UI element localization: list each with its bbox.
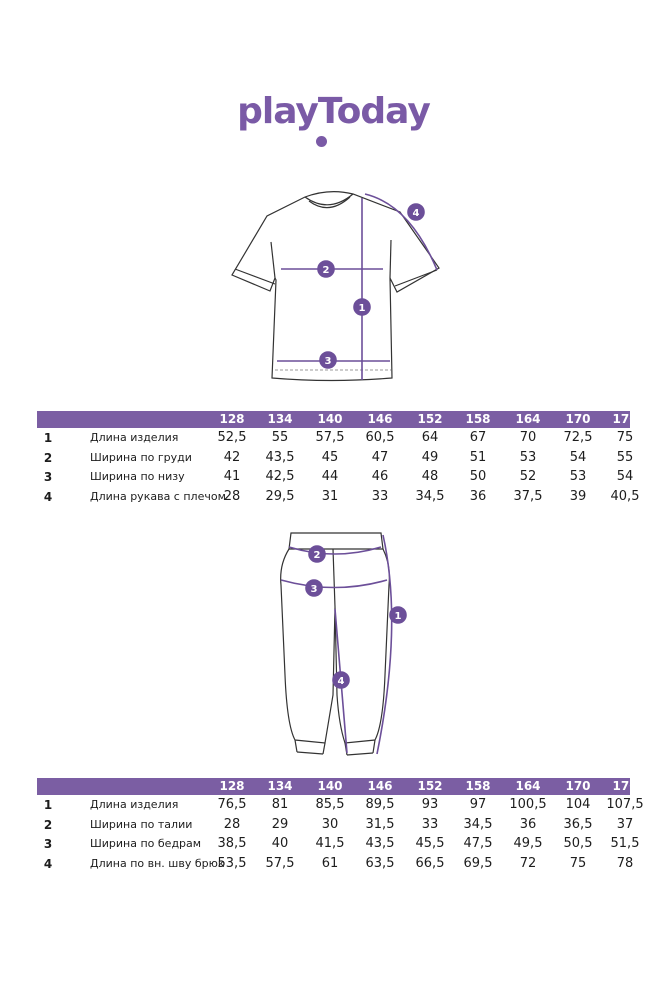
marker-2-label: 2 xyxy=(322,265,330,276)
measurement-label: Длина изделия xyxy=(90,431,179,444)
table-row xyxy=(37,815,634,835)
table-row xyxy=(37,487,640,507)
size-header-cell: 170 xyxy=(565,779,591,793)
value-cell: 47,5 xyxy=(463,836,493,851)
size-header-cell: 164 xyxy=(515,412,541,426)
pants-waist-line xyxy=(289,547,381,554)
value-cell: 48 xyxy=(421,469,439,484)
marker-2-label: 2 xyxy=(313,550,321,561)
value-cell: 31 xyxy=(321,488,339,504)
value-cell: 55 xyxy=(616,449,634,465)
value-cell: 41,5 xyxy=(315,836,345,851)
value-cell: 29 xyxy=(271,816,289,832)
size-header-cell: 158 xyxy=(465,779,491,793)
size-header-cell: 176 xyxy=(612,779,638,793)
measurement-label: Ширина по низу xyxy=(90,470,185,483)
value-cell: 33 xyxy=(371,488,389,504)
pants-length-line xyxy=(377,535,392,754)
table-row xyxy=(37,467,634,487)
row-number: 2 xyxy=(43,450,53,465)
row-number: 2 xyxy=(43,817,53,832)
value-cell: 72 xyxy=(519,855,537,871)
value-cell: 53 xyxy=(519,449,537,465)
table-row xyxy=(37,795,644,815)
marker-1-label: 1 xyxy=(358,303,366,314)
tshirt-outline xyxy=(232,192,439,381)
value-cell: 36 xyxy=(519,816,537,832)
measurement-label: Длина по вн. шву брюк xyxy=(90,856,225,870)
value-cell: 39 xyxy=(569,488,587,504)
row-number: 3 xyxy=(43,470,53,484)
value-cell: 78 xyxy=(616,855,634,871)
table-row xyxy=(37,854,634,874)
value-cell: 93 xyxy=(421,797,439,812)
value-cell: 38,5 xyxy=(217,836,247,851)
size-header-cell: 128 xyxy=(219,412,245,426)
value-cell: 36 xyxy=(469,488,487,504)
size-header-cell: 128 xyxy=(219,779,245,793)
table-row xyxy=(37,428,634,448)
value-cell: 53 xyxy=(569,469,587,484)
value-cell: 53,5 xyxy=(217,855,247,871)
value-cell: 52,5 xyxy=(217,430,247,445)
value-cell: 37 xyxy=(616,816,634,832)
table-row xyxy=(37,834,640,854)
value-cell: 55 xyxy=(271,430,289,445)
value-cell: 100,5 xyxy=(509,797,547,812)
value-cell: 50 xyxy=(469,469,487,484)
value-cell: 107,5 xyxy=(606,797,644,812)
value-cell: 76,5 xyxy=(217,797,247,812)
value-cell: 54 xyxy=(616,469,634,484)
marker-3-label: 3 xyxy=(324,356,332,367)
value-cell: 37,5 xyxy=(513,488,543,504)
tshirt-size-table xyxy=(37,411,640,506)
value-cell: 64 xyxy=(421,430,439,445)
value-cell: 33 xyxy=(421,816,439,832)
size-header-cell: 176 xyxy=(612,412,638,426)
measurement-label: Ширина по талии xyxy=(90,817,193,831)
value-cell: 104 xyxy=(565,797,591,812)
value-cell: 70 xyxy=(519,430,537,445)
value-cell: 36,5 xyxy=(563,816,593,832)
value-cell: 85,5 xyxy=(315,797,345,812)
value-cell: 51,5 xyxy=(610,836,640,851)
value-cell: 51 xyxy=(469,449,487,465)
value-cell: 43,5 xyxy=(365,836,395,851)
value-cell: 81 xyxy=(271,797,289,812)
value-cell: 41 xyxy=(223,469,241,484)
size-header-cell: 146 xyxy=(367,412,393,426)
value-cell: 47 xyxy=(371,449,389,465)
value-cell: 60,5 xyxy=(365,430,395,445)
marker-1-label: 1 xyxy=(394,611,402,622)
pants-outline xyxy=(281,533,390,755)
value-cell: 52 xyxy=(519,469,537,484)
size-header-cell: 140 xyxy=(317,412,343,426)
row-number: 4 xyxy=(43,489,53,504)
value-cell: 49 xyxy=(421,449,439,465)
value-cell: 40,5 xyxy=(610,488,640,504)
value-cell: 50,5 xyxy=(563,836,593,851)
row-number: 1 xyxy=(43,431,53,445)
brand-logo: playToday xyxy=(237,91,430,132)
row-number: 1 xyxy=(43,798,53,812)
value-cell: 75 xyxy=(616,430,634,445)
size-header-cell: 152 xyxy=(417,779,443,793)
size-header-cell: 164 xyxy=(515,779,541,793)
value-cell: 61 xyxy=(321,855,339,871)
marker-4-label: 4 xyxy=(412,208,420,219)
value-cell: 28 xyxy=(223,488,241,504)
measurement-label: Длина изделия xyxy=(90,798,179,811)
logo-dot xyxy=(316,136,327,147)
size-header-cell: 134 xyxy=(267,412,293,426)
value-cell: 28 xyxy=(223,816,241,832)
measurement-label: Длина рукава с плечом xyxy=(90,489,226,503)
size-header-cell: 170 xyxy=(565,412,591,426)
value-cell: 45 xyxy=(321,449,339,465)
size-header-cell: 134 xyxy=(267,779,293,793)
value-cell: 42,5 xyxy=(265,469,295,484)
tshirt-sleeve-line xyxy=(365,194,437,270)
value-cell: 49,5 xyxy=(513,836,543,851)
value-cell: 45,5 xyxy=(415,836,445,851)
value-cell: 63,5 xyxy=(365,855,395,871)
value-cell: 30 xyxy=(321,816,339,832)
measurement-label: Ширина по груди xyxy=(90,450,192,464)
size-header-cell: 158 xyxy=(465,412,491,426)
row-number: 4 xyxy=(43,856,53,871)
marker-3-label: 3 xyxy=(310,584,318,595)
value-cell: 89,5 xyxy=(365,797,395,812)
value-cell: 54 xyxy=(569,449,587,465)
size-header-cell: 152 xyxy=(417,412,443,426)
size-header-cell: 140 xyxy=(317,779,343,793)
value-cell: 42 xyxy=(223,449,241,465)
marker-4-label: 4 xyxy=(337,676,345,687)
value-cell: 57,5 xyxy=(265,855,295,871)
pants-diagram xyxy=(265,525,415,765)
value-cell: 43,5 xyxy=(265,449,295,465)
value-cell: 97 xyxy=(469,797,487,812)
value-cell: 72,5 xyxy=(563,430,593,445)
value-cell: 75 xyxy=(569,855,587,871)
table-header xyxy=(37,778,638,795)
value-cell: 44 xyxy=(321,469,339,484)
value-cell: 57,5 xyxy=(315,430,345,445)
measurement-label: Ширина по бедрам xyxy=(90,837,202,850)
value-cell: 69,5 xyxy=(463,855,493,871)
value-cell: 46 xyxy=(371,469,389,484)
value-cell: 29,5 xyxy=(265,488,295,504)
row-number: 3 xyxy=(43,837,53,851)
value-cell: 34,5 xyxy=(415,488,445,504)
table-row xyxy=(37,448,634,468)
value-cell: 31,5 xyxy=(365,816,395,832)
pants-size-table xyxy=(37,778,644,873)
value-cell: 66,5 xyxy=(415,855,445,871)
tshirt-diagram xyxy=(225,180,450,385)
table-header xyxy=(37,411,638,428)
size-header-cell: 146 xyxy=(367,779,393,793)
value-cell: 67 xyxy=(469,430,487,445)
value-cell: 34,5 xyxy=(463,816,493,832)
value-cell: 40 xyxy=(271,836,289,851)
